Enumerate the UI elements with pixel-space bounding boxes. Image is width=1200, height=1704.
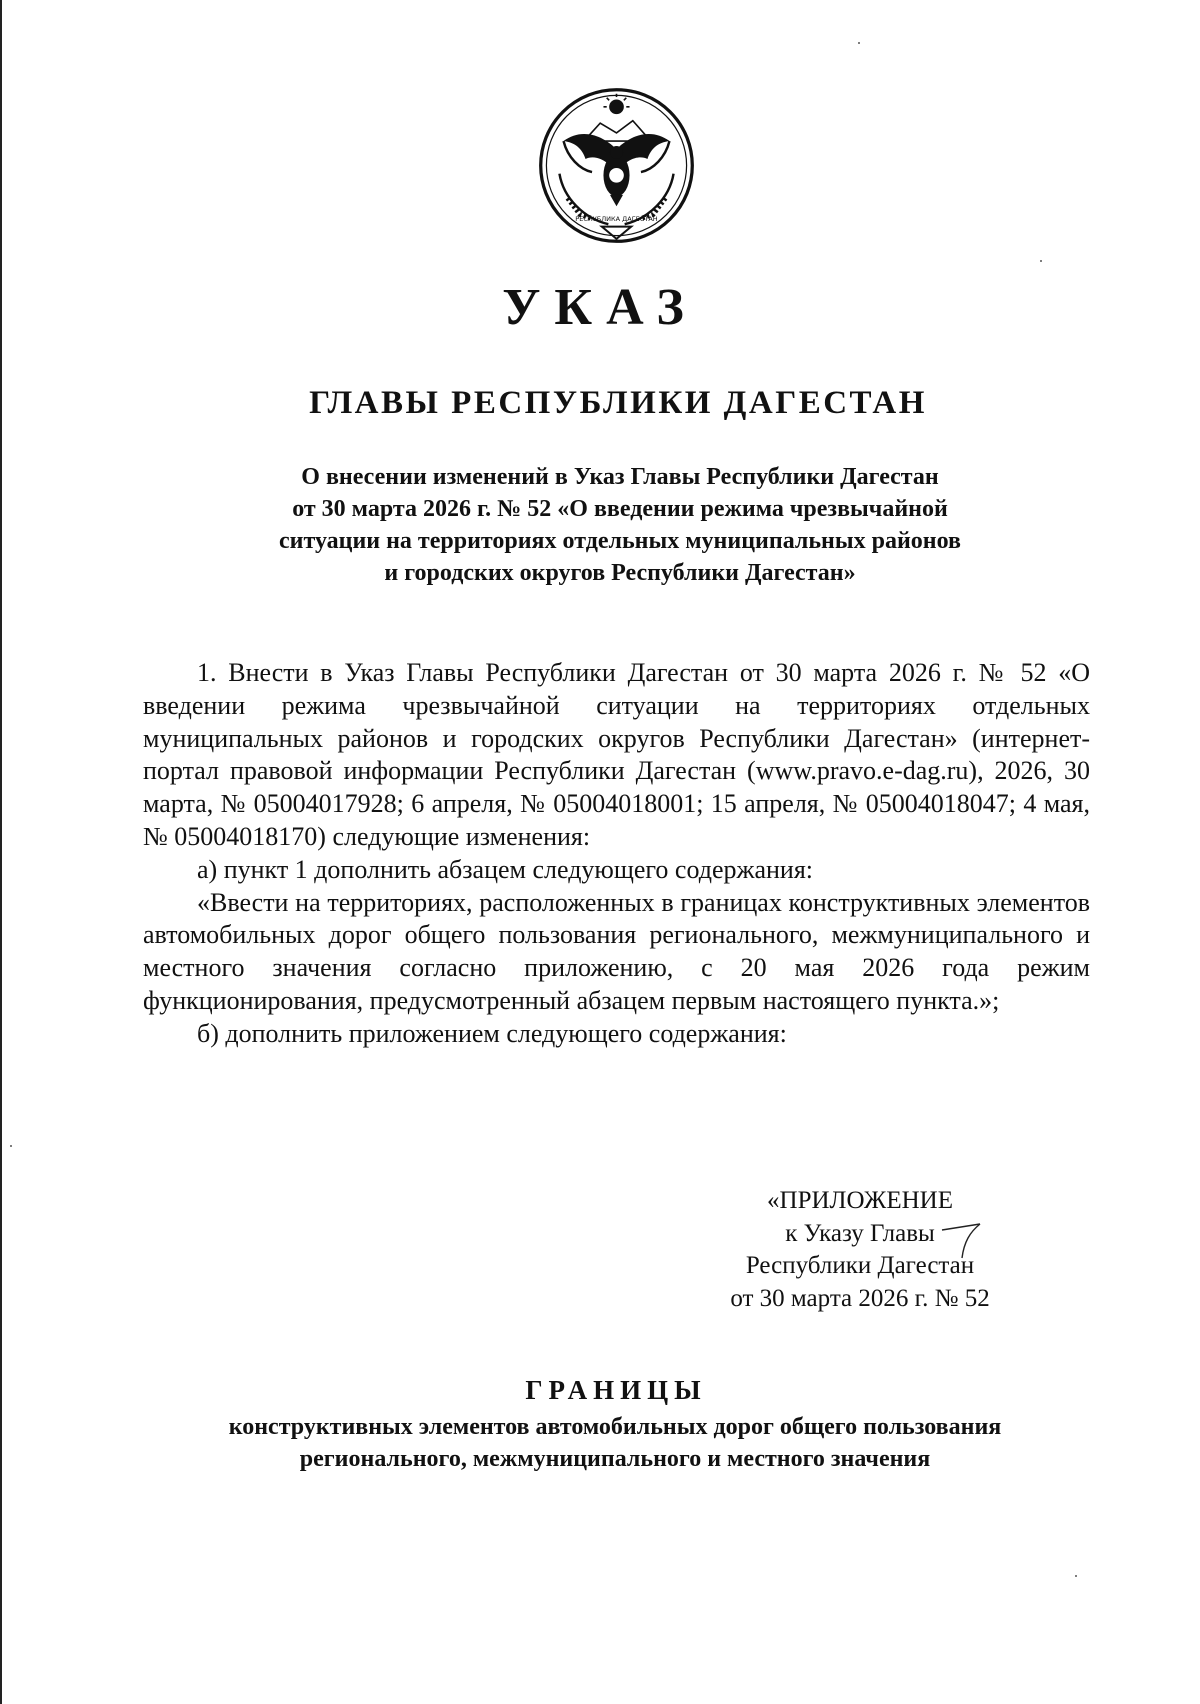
annex-line: Республики Дагестан — [745, 1252, 975, 1279]
handwritten-mark-icon — [940, 1218, 990, 1278]
subject-line: от 30 марта 2026 г. № 52 «О введении режима чрезвычайной — [292, 496, 948, 522]
annex-label: «ПРИЛОЖЕНИЕ — [767, 1187, 953, 1214]
bounds-subtitle-line: конструктивных элементов автомобильных дорог общего пользования — [228, 1414, 1002, 1440]
annex-line: от 30 марта 2026 г. № 52 — [730, 1284, 990, 1312]
paragraph-a: а) пункт 1 дополнить абзацем следующего содержания: — [197, 854, 814, 884]
subject-line: О внесении изменений в Указ Главы Республики Дагестан — [301, 464, 939, 490]
paragraph-1: 1. Внести в Указ Главы Республики Дагестан от 30 марта 2026 г. № 52 «О введении режима чрезвычайной ситуации на территориях отдельных муниципальных районов и городских округов Республики Дагестан» (интернет-портал правовой информации Республики Дагестан (www.pravo.e-dag.ru), 2026, 30 марта, № 05004017928; 6 апреля, № 05004018001; 15 апреля, № 05004018047; 4 мая, № 05004018170) следующие изменения: — [143, 658, 1090, 851]
subject-line: ситуации на территориях отдельных муниципальных районов — [278, 528, 961, 554]
paragraph-b: б) дополнить приложением следующего содержания: — [197, 1018, 787, 1048]
bounds-subtitle — [150, 1411, 1080, 1475]
bounds-subtitle-line: регионального, межмуниципального и местного значения — [299, 1446, 931, 1472]
paragraph-quote: «Ввести на территориях, расположенных в границах конструктивных элементов автомобильных дорог общего пользования регионального, межмуниципального и местного значения согласно приложению, с 20 мая 2026 года режим функционирования, предусмотренный абзацем первым настоящего пункта.»; — [143, 887, 1090, 1015]
coat-of-arms-icon — [535, 84, 698, 247]
bounds-title: ГРАНИЦЫ — [525, 1375, 707, 1405]
decree-title: УКАЗ — [502, 279, 698, 336]
scan-edge — [0, 0, 2, 1704]
scan-speck — [1040, 260, 1042, 262]
decree-body — [143, 657, 1090, 1051]
decree-subject — [190, 461, 1050, 589]
decree-issuer: ГЛАВЫ РЕСПУБЛИКИ ДАГЕСТАН — [309, 385, 927, 421]
scan-speck — [1075, 1575, 1077, 1577]
scan-speck — [10, 1145, 12, 1147]
subject-line: и городских округов Республики Дагестан» — [384, 560, 856, 586]
scan-speck — [858, 42, 860, 44]
annex-line: к Указу Главы — [785, 1219, 935, 1247]
emblem-ribbon-text: РЕСПУБЛИКА ДАГЕСТАН — [575, 214, 658, 223]
